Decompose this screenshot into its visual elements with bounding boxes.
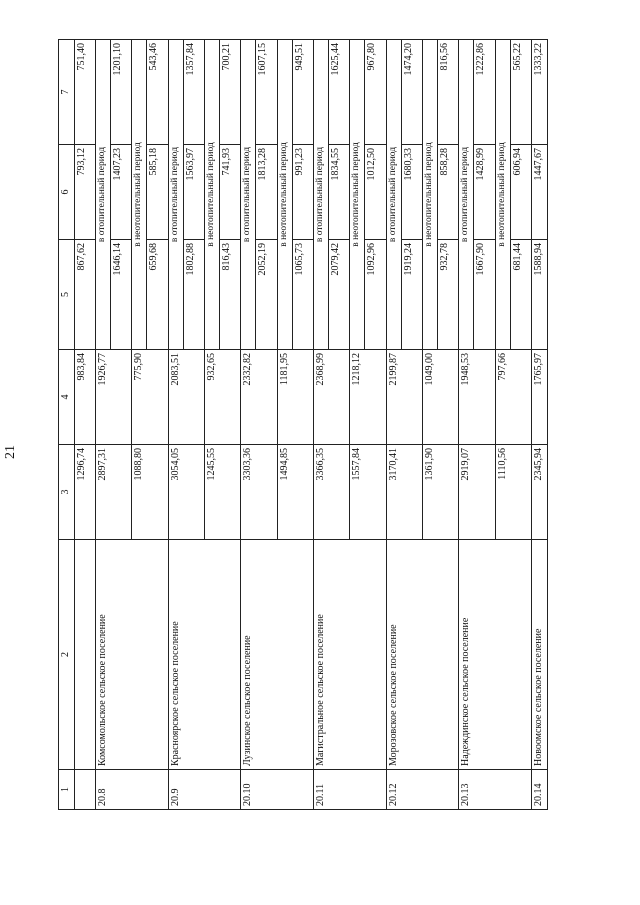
text-cell bbox=[74, 770, 95, 810]
column-header: 2 bbox=[59, 540, 75, 770]
period-label: в неотопительный период bbox=[204, 40, 219, 350]
value-cell: 1926,77 bbox=[95, 350, 131, 445]
value-cell: 932,65 bbox=[204, 350, 240, 445]
period-row bbox=[95, 40, 110, 810]
value-cell: 543,46 bbox=[147, 40, 168, 145]
period-label: в отопительный период bbox=[314, 40, 329, 350]
settlement-name: Красноярское сельское поселение bbox=[168, 540, 241, 770]
value-cell: 1625,44 bbox=[329, 40, 350, 145]
column-header: 5 bbox=[59, 240, 75, 350]
column-header: 4 bbox=[59, 350, 75, 445]
page-number: 21 bbox=[3, 445, 18, 459]
value-cell: 606,94 bbox=[510, 145, 531, 240]
value-cell: 659,68 bbox=[147, 240, 168, 350]
value-cell: 1607,15 bbox=[256, 40, 277, 145]
value-cell: 1588,94 bbox=[532, 240, 548, 350]
row-number: 20.9 bbox=[168, 770, 241, 810]
settlement-name: Морозовское сельское поселение bbox=[386, 540, 459, 770]
settlement-name: Лузинское сельское поселение bbox=[241, 540, 314, 770]
value-cell: 2199,87 bbox=[386, 350, 422, 445]
value-cell: 2368,99 bbox=[314, 350, 350, 445]
settlement-name: Магистральное сельское поселение bbox=[314, 540, 387, 770]
value-cell: 1680,33 bbox=[401, 145, 422, 240]
value-cell: 1088,80 bbox=[132, 445, 168, 540]
value-cell: 1557,84 bbox=[350, 445, 386, 540]
value-cell: 967,80 bbox=[365, 40, 386, 145]
period-label: в неотопительный период bbox=[277, 40, 292, 350]
value-cell: 983,84 bbox=[74, 350, 95, 445]
value-cell: 1447,67 bbox=[532, 145, 548, 240]
value-cell: 775,90 bbox=[132, 350, 168, 445]
value-cell: 585,18 bbox=[147, 145, 168, 240]
period-label: в неотопительный период bbox=[423, 40, 438, 350]
value-cell: 1049,00 bbox=[423, 350, 459, 445]
value-cell: 1296,74 bbox=[74, 445, 95, 540]
value-cell: 741,93 bbox=[219, 145, 240, 240]
value-cell: 1092,96 bbox=[365, 240, 386, 350]
column-header: 3 bbox=[59, 445, 75, 540]
period-label: в неотопительный период bbox=[132, 40, 147, 350]
row-number: 20.14 bbox=[532, 770, 548, 810]
period-label: в неотопительный период bbox=[350, 40, 365, 350]
value-cell: 3366,35 bbox=[314, 445, 350, 540]
period-label: в отопительный период bbox=[386, 40, 401, 350]
value-cell: 1813,28 bbox=[256, 145, 277, 240]
period-row bbox=[386, 40, 401, 810]
period-label: в отопительный период bbox=[459, 40, 474, 350]
settlement-name: Новоомское сельское поселение bbox=[532, 540, 548, 770]
value-cell: 1110,56 bbox=[495, 445, 531, 540]
table-row bbox=[74, 40, 95, 810]
value-cell: 867,62 bbox=[74, 240, 95, 350]
value-cell: 1181,95 bbox=[277, 350, 313, 445]
value-cell: 1245,55 bbox=[204, 445, 240, 540]
settlement-name: Комсомольское сельское поселение bbox=[95, 540, 168, 770]
row-number: 20.12 bbox=[386, 770, 459, 810]
period-label: в отопительный период bbox=[168, 40, 183, 350]
settlement-name: Надеждинское сельское поселение bbox=[459, 540, 532, 770]
period-row bbox=[459, 40, 474, 810]
value-cell: 2345,94 bbox=[532, 445, 548, 540]
value-cell: 1474,20 bbox=[401, 40, 422, 145]
value-cell: 1834,55 bbox=[329, 145, 350, 240]
value-cell: 949,51 bbox=[292, 40, 313, 145]
period-label: в отопительный период bbox=[241, 40, 256, 350]
column-header: 1 bbox=[59, 770, 75, 810]
value-cell: 2332,82 bbox=[241, 350, 277, 445]
value-cell: 1667,90 bbox=[474, 240, 495, 350]
value-cell: 2052,19 bbox=[256, 240, 277, 350]
table-row bbox=[532, 40, 548, 810]
value-cell: 1428,99 bbox=[474, 145, 495, 240]
period-row bbox=[241, 40, 256, 810]
row-number: 20.10 bbox=[241, 770, 314, 810]
value-cell: 1563,97 bbox=[183, 145, 204, 240]
value-cell: 681,44 bbox=[510, 240, 531, 350]
value-cell: 2897,31 bbox=[95, 445, 131, 540]
value-cell: 3303,36 bbox=[241, 445, 277, 540]
header-row bbox=[59, 40, 75, 810]
value-cell: 565,22 bbox=[510, 40, 531, 145]
value-cell: 700,21 bbox=[219, 40, 240, 145]
row-number: 20.13 bbox=[459, 770, 532, 810]
value-cell: 1802,88 bbox=[183, 240, 204, 350]
value-cell: 1948,53 bbox=[459, 350, 495, 445]
value-cell: 932,78 bbox=[438, 240, 459, 350]
text-cell bbox=[74, 540, 95, 770]
value-cell: 1494,85 bbox=[277, 445, 313, 540]
value-cell: 816,56 bbox=[438, 40, 459, 145]
value-cell: 1065,73 bbox=[292, 240, 313, 350]
period-label: в отопительный период bbox=[95, 40, 110, 350]
period-row bbox=[314, 40, 329, 810]
value-cell: 1201,10 bbox=[110, 40, 131, 145]
value-cell: 2919,07 bbox=[459, 445, 495, 540]
value-cell: 1333,22 bbox=[532, 40, 548, 145]
value-cell: 991,23 bbox=[292, 145, 313, 240]
value-cell: 3054,05 bbox=[168, 445, 204, 540]
value-cell: 2079,42 bbox=[329, 240, 350, 350]
tariff-table bbox=[58, 39, 548, 810]
value-cell: 1357,84 bbox=[183, 40, 204, 145]
value-cell: 1646,14 bbox=[110, 240, 131, 350]
value-cell: 1222,86 bbox=[474, 40, 495, 145]
column-header: 7 bbox=[59, 40, 75, 145]
value-cell: 1919,24 bbox=[401, 240, 422, 350]
row-number: 20.11 bbox=[314, 770, 387, 810]
value-cell: 797,66 bbox=[495, 350, 531, 445]
value-cell: 1012,50 bbox=[365, 145, 386, 240]
value-cell: 3170,41 bbox=[386, 445, 422, 540]
value-cell: 1361,90 bbox=[423, 445, 459, 540]
value-cell: 793,12 bbox=[74, 145, 95, 240]
column-header: 6 bbox=[59, 145, 75, 240]
row-number: 20.8 bbox=[95, 770, 168, 810]
value-cell: 2083,51 bbox=[168, 350, 204, 445]
value-cell: 816,43 bbox=[219, 240, 240, 350]
period-row bbox=[168, 40, 183, 810]
value-cell: 1218,12 bbox=[350, 350, 386, 445]
value-cell: 751,40 bbox=[74, 40, 95, 145]
table-body bbox=[59, 40, 548, 810]
value-cell: 858,28 bbox=[438, 145, 459, 240]
period-label: в неотопительный период bbox=[495, 40, 510, 350]
value-cell: 1765,97 bbox=[532, 350, 548, 445]
value-cell: 1407,23 bbox=[110, 145, 131, 240]
